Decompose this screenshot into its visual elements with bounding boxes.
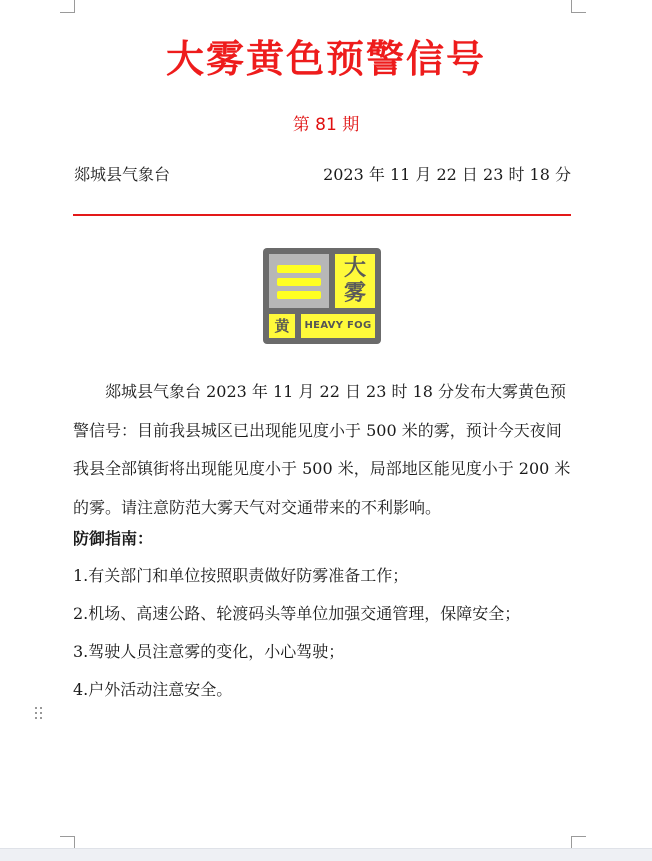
defense-guide-heading: 防御指南： — [73, 529, 154, 548]
warning-level-bars — [269, 254, 329, 308]
issue-datetime: 2023 年 11 月 22 日 23 时 18 分 — [323, 165, 571, 184]
red-divider — [73, 214, 571, 216]
level-bar — [277, 265, 321, 273]
document-title: 大雾黄色预警信号 — [165, 37, 486, 81]
issuer-name: 郯城县气象台 — [74, 165, 171, 184]
warning-english-label: HEAVY FOG — [301, 314, 375, 338]
warning-body-paragraph: 郯城县气象台 2023 年 11 月 22 日 23 时 18 分发布大雾黄色预警信号：目前我县城区已出现能见度小于 500 米的雾，预计今天夜间我县全部镇街将出现能见度小于 500 米，局部地区能见度小于 200 米的雾。请注意防范大雾天气对交通带来的不利影响。 — [73, 382, 571, 517]
list-item: 1.有关部门和单位按照职责做好防雾准备工作； — [73, 566, 409, 585]
hazard-name-pane — [335, 254, 375, 308]
level-bar — [277, 278, 321, 286]
heavy-fog-yellow-warning-icon — [263, 248, 381, 344]
issue-number: 第 81 期 — [292, 115, 360, 135]
hazard-char-1: 大 — [343, 256, 366, 281]
crop-mark-top-right — [571, 0, 586, 13]
list-item: 4.户外活动注意安全。 — [73, 680, 233, 699]
status-strip — [0, 848, 652, 861]
crop-mark-top-left — [60, 0, 75, 13]
hazard-char-2: 雾 — [343, 281, 366, 306]
level-bar — [277, 291, 321, 299]
defense-guide-list — [73, 564, 520, 716]
drag-handle-icon[interactable] — [35, 707, 45, 723]
list-item: 2.机场、高速公路、轮渡码头等单位加强交通管理，保障安全； — [73, 604, 521, 623]
hazard-name — [335, 256, 375, 306]
warning-color-label: 黄 — [269, 314, 295, 338]
list-item: 3.驾驶人员注意雾的变化，小心驾驶； — [73, 642, 345, 661]
